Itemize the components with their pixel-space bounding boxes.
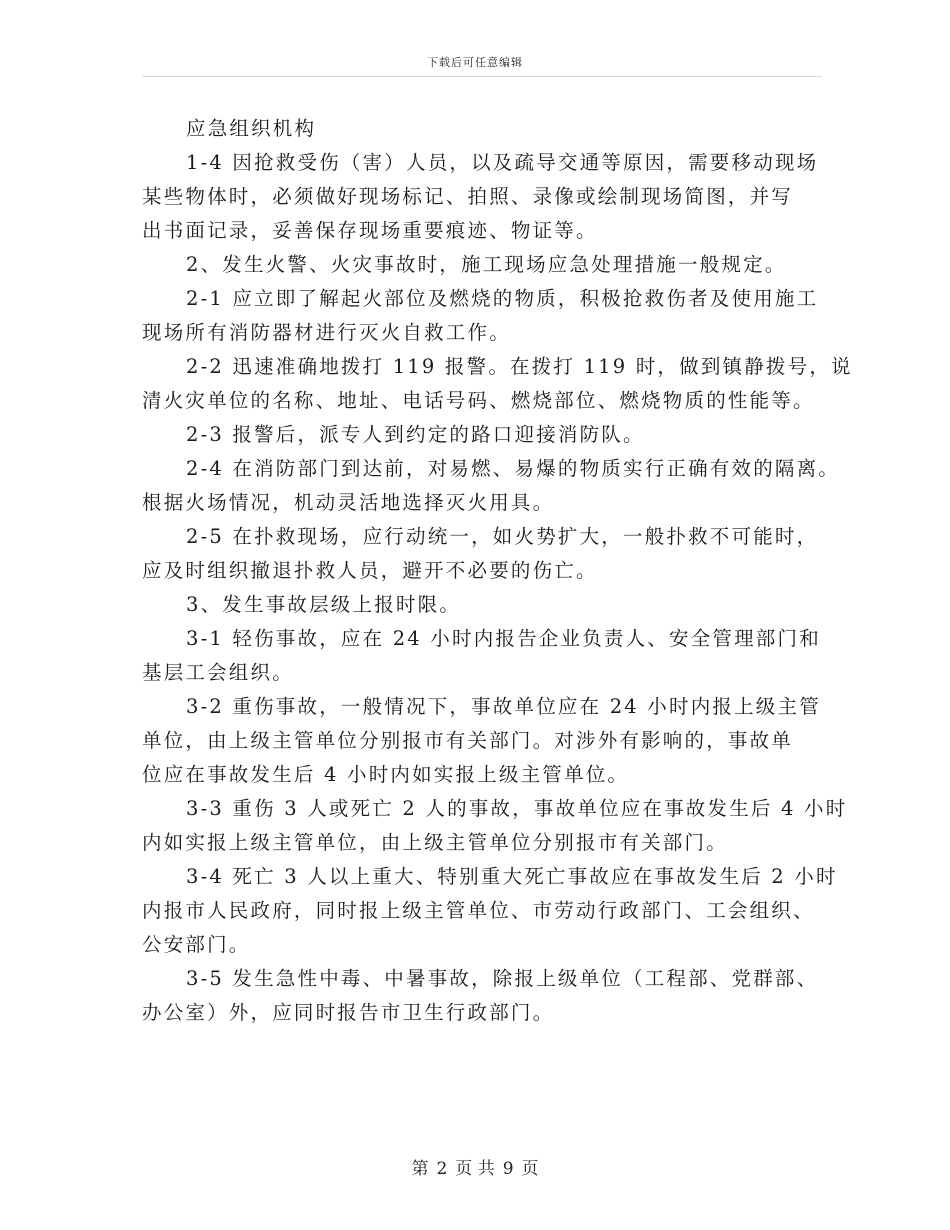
paragraph-line: 公安部门。 — [142, 933, 251, 956]
paragraph — [142, 520, 832, 588]
paragraph-line: 清火灾单位的名称、地址、电话号码、燃烧部位、燃烧物质的性能等。 — [142, 389, 815, 412]
paragraph-line: 3-1 轻伤事故，应在 24 小时内报告企业负责人、安全管理部门和 — [186, 627, 821, 650]
paragraph-line: 2-3 报警后，派专人到约定的路口迎接消防队。 — [186, 423, 645, 446]
paragraph-line: 现场所有消防器材进行灭火自救工作。 — [142, 321, 511, 344]
paragraph — [142, 146, 832, 248]
paragraph-line: 3-2 重伤事故，一般情况下，事故单位应在 24 小时内报上级主管 — [186, 695, 821, 718]
paragraph-line: 内报市人民政府，同时报上级主管单位、市劳动行政部门、工会组织、 — [142, 899, 815, 922]
paragraph-line: 2-4 在消防部门到达前，对易燃、易爆的物质实行正确有效的隔离。 — [186, 457, 841, 480]
paragraph-line: 1-4 因抢救受伤（害）人员，以及疏导交通等原因，需要移动现场 — [186, 151, 819, 174]
paragraph-line: 3-4 死亡 3 人以上重大、特别重大死亡事故应在事故发生后 2 小时 — [186, 865, 838, 888]
paragraph-line: 2、发生火警、火灾事故时，施工现场应急处理措施一般规定。 — [186, 253, 787, 276]
document-body — [142, 112, 853, 1030]
footer-page-number: 2 — [436, 1159, 448, 1179]
paragraph-line: 2-2 迅速准确地拨打 119 报警。在拨打 119 时，做到镇静拨号，说 — [186, 355, 853, 378]
footer-prefix: 第 — [411, 1159, 429, 1179]
paragraph — [142, 418, 832, 452]
paragraph — [142, 690, 832, 792]
paragraph-line: 3-3 重伤 3 人或死亡 2 人的事故，事故单位应在事故发生后 4 小时 — [186, 797, 848, 820]
footer-middle: 页 共 — [455, 1159, 495, 1179]
paragraph-line: 办公室）外，应同时报告市卫生行政部门。 — [142, 1001, 555, 1024]
paragraph-line: 基层工会组织。 — [142, 661, 294, 684]
paragraph — [142, 622, 832, 690]
paragraph — [142, 792, 848, 860]
paragraph-line: 应急组织机构 — [186, 117, 317, 140]
paragraph-line: 3-5 发生急性中毒、中暑事故，除报上级单位（工程部、党群部、 — [186, 967, 819, 990]
paragraph-line: 出书面记录，妥善保存现场重要痕迹、物证等。 — [142, 219, 598, 242]
paragraph-line: 应及时组织撤退扑救人员，避开不必要的伤亡。 — [142, 559, 598, 582]
paragraph-line: 2-1 应立即了解起火部位及燃烧的物质，积极抢救伤者及使用施工 — [186, 287, 819, 310]
page-header: 下载后可任意编辑 — [427, 56, 523, 69]
paragraph-line: 根据火场情况，机动灵活地选择灭火用具。 — [142, 491, 555, 514]
paragraph — [142, 452, 841, 520]
paragraph — [142, 588, 832, 622]
page-footer — [0, 1154, 950, 1179]
paragraph-line: 内如实报上级主管单位，由上级主管单位分别报市有关部门。 — [142, 831, 728, 854]
paragraph-line: 某些物体时，必须做好现场标记、拍照、录像或绘制现场简图，并写 — [142, 185, 794, 208]
paragraph — [142, 962, 832, 1030]
header-rule — [142, 76, 822, 77]
paragraph — [142, 860, 838, 962]
paragraph-line: 位应在事故发生后 4 小时内如实报上级主管单位。 — [142, 763, 630, 786]
paragraph-line: 3、发生事故层级上报时限。 — [186, 593, 462, 616]
paragraph — [142, 350, 853, 418]
paragraph — [142, 112, 832, 146]
footer-suffix: 页 — [521, 1159, 539, 1179]
paragraph-line: 2-5 在扑救现场，应行动统一，如火势扩大，一般扑救不可能时， — [186, 525, 819, 548]
paragraph — [142, 248, 832, 282]
paragraph — [142, 282, 832, 350]
paragraph-line: 单位，由上级主管单位分别报市有关部门。对涉外有影响的，事故单 — [142, 729, 794, 752]
footer-total-pages: 9 — [502, 1159, 514, 1179]
